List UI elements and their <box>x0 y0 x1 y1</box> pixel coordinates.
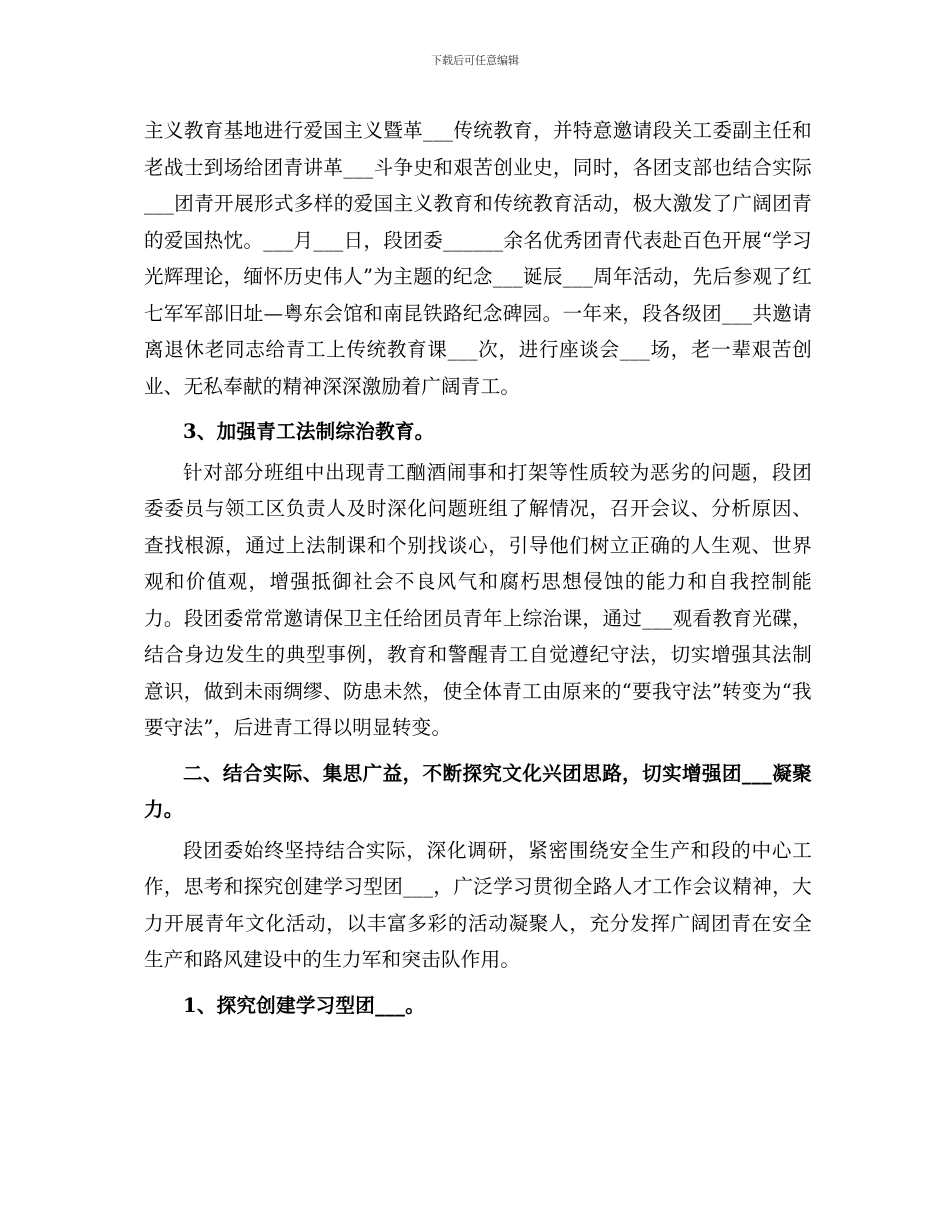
section-heading-learning-organization: 1、探究创建学习型团___。 <box>183 993 426 1017</box>
paragraph-cultural-development: 段团委始终坚持结合实际，深化调研，紧密围绕安全生产和段的中心工作，思考和探究创建学习型团___，广泛学习贯彻全路人才工作会议精神，大力开展青年文化活动，以丰富多彩的活动凝聚人，充分发挥广阔团青在安全生产和路风建设中的生力军和突击队作用。 <box>144 838 812 971</box>
paragraph-patriotic-education: 主义教育基地进行爱国主义暨革___传统教育，并特意邀请段关工委副主任和老战士到场给团青讲革___斗争史和艰苦创业史，同时，各团支部也结合实际___团青开展形式多样的爱国主义教育和传统教育活动，极大激发了广阔团青的爱国热忱。___月___日，段团委______余名优秀团青代表赴百色开展“学习光辉理论，缅怀历史伟人”为主题的纪念___诞辰___周年活动，先后参观了红七军军部旧址—粤东会馆和南昆铁路纪念碑园。一年来，段各级团___共邀请离退休老同志给青工上传统教育课___次，进行座谈会___场，老一辈艰苦创业、无私奉献的精神深深激励着广阔青工。 <box>144 119 812 398</box>
section-heading-cultural-development: 二、结合实际、集思广益，不断探究文化兴团思路，切实增强团___凝聚力。 <box>144 761 812 821</box>
page-header: 下载后可任意编辑 <box>431 54 519 67</box>
section-heading-legal-education: 3、加强青工法制综治教育。 <box>183 420 435 443</box>
paragraph-legal-education: 针对部分班组中出现青工酗酒闹事和打架等性质较为恶劣的问题，段团委委员与领工区负责人及时深化问题班组了解情况，召开会议、分析原因、查找根源，通过上法制课和个别找谈心，引导他们树立正确的人生观、世界观和价值观，增强抵御社会不良风气和腐朽思想侵蚀的能力和自我控制能力。段团委常常邀请保卫主任给团员青年上综治课，通过___观看教育光碟，结合身边发生的典型事例，教育和警醒青工自觉遵纪守法，切实增强其法制意识，做到未雨绸缪、防患未然，使全体青工由原来的“要我守法”转变为“我要守法”，后进青工得以明显转变。 <box>144 460 812 739</box>
document-body <box>144 113 812 1024</box>
